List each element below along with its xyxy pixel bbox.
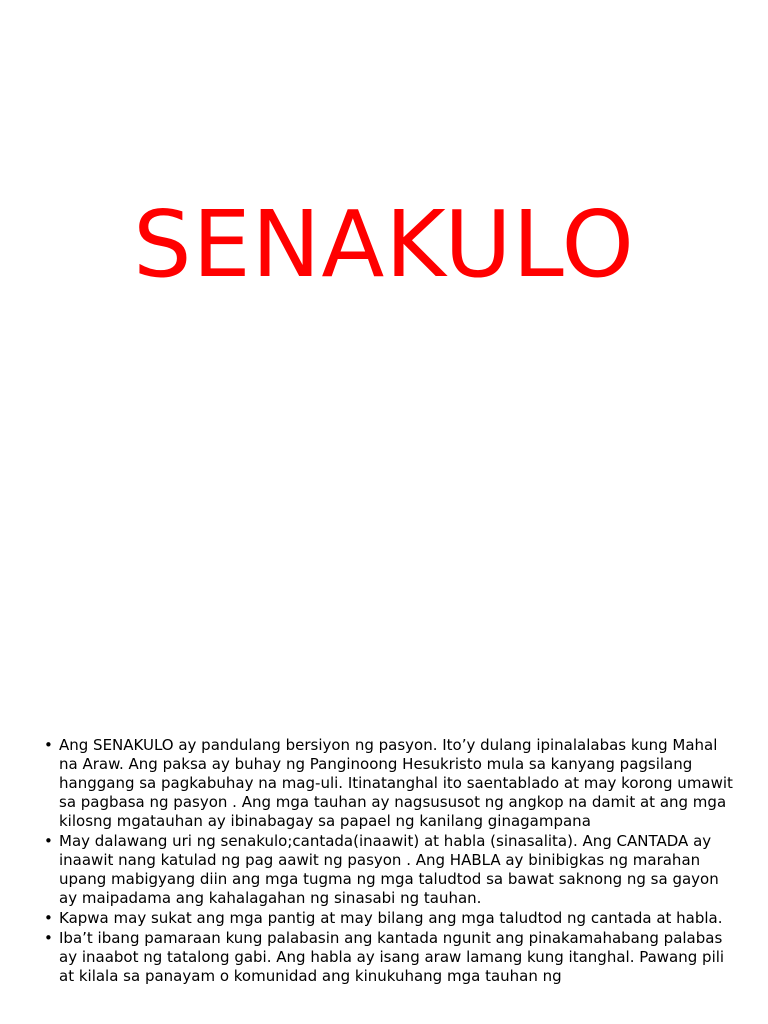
bullet-item — [44, 909, 734, 928]
bullet-list — [44, 736, 734, 987]
slide-title: SENAKULO — [133, 191, 635, 298]
bullet-icon: • — [44, 929, 53, 947]
bullet-text: May dalawang uri ng senakulo;cantada(inaawit) at habla (sinasalita). Ang CANTADA ay inaawit nang katulad ng pag aawit ng pasyon . Ang HABLA ay binibigkas ng marahan upang mabigyang diin ang mga tugma ng mga taludtod sa bawat saknong ng sa gayon ay maipadama ang kahalagahan ng sinasabi ng tauhan. — [59, 832, 719, 907]
bullet-text: Ang SENAKULO ay pandulang bersiyon ng pasyon. Ito’y dulang ipinalalabas kung Mahal na Araw. Ang paksa ay buhay ng Panginoong Hesukristo mula sa kanyang pagsilang hanggang sa pagkabuhay na mag-uli. Itinatanghal ito saentablado at may korong umawit sa pagbasa ng pasyon . Ang mga tauhan ay nagsususot ng angkop na damit at ang mga kilosng mgatauhan ay ibinabagay sa papael ng kanilang ginagampana — [59, 736, 733, 830]
bullet-icon: • — [44, 909, 53, 927]
bullet-item — [44, 736, 734, 831]
bullet-item — [44, 929, 734, 986]
bullet-item — [44, 832, 734, 908]
bullet-text: Kapwa may sukat ang mga pantig at may bilang ang mga taludtod ng cantada at habla. — [59, 909, 723, 927]
bullet-icon: • — [44, 832, 53, 850]
bullet-icon: • — [44, 736, 53, 754]
bullet-text: Iba’t ibang pamaraan kung palabasin ang kantada ngunit ang pinakamahabang palabas ay inaabot ng tatalong gabi. Ang habla ay isang araw lamang kung itanghal. Pawang pili at kilala sa panayam o komunidad ang kinukuhang mga tauhan ng — [59, 929, 725, 985]
